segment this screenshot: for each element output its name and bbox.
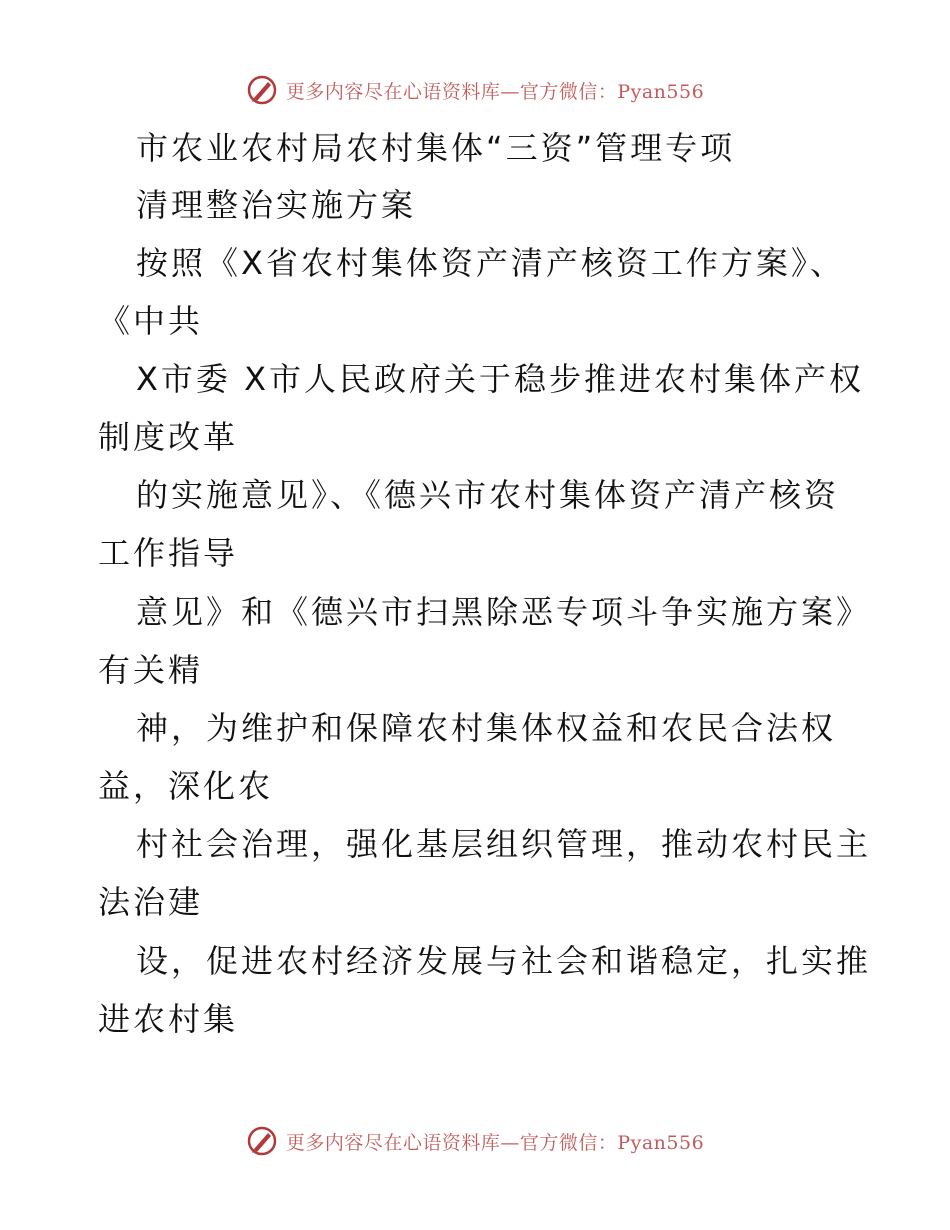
text-line: 市农业农村局农村集体“三资”管理专项 (136, 129, 736, 167)
watermark-footer (0, 1121, 950, 1161)
text-line: 神，为维护和保障农村集体权益和农民合法权 (136, 709, 837, 747)
text-line: 村社会治理，强化基层组织管理，推动农村民主 (136, 825, 872, 863)
pen-logo-icon (246, 1125, 278, 1157)
text-line: 清理整治实施方案 (136, 186, 417, 224)
text-line: X市委 X市人民政府关于稳步推进农村集体产权 (136, 360, 865, 398)
text-line: 制度改革 (98, 418, 239, 456)
text-line: 工作指导 (98, 534, 239, 572)
text-line: 的实施意见》、《德兴市农村集体资产清产核资 (136, 476, 840, 514)
watermark-header (0, 70, 950, 110)
text-line: 益，深化农 (98, 767, 274, 805)
text-line: 意见》和《德兴市扫黑除恶专项斗争实施方案》 (136, 593, 872, 631)
pen-logo-icon (246, 74, 278, 106)
text-line: 法治建 (98, 883, 204, 921)
text-line: 按照《X省农村集体资产清产核资工作方案》、 (136, 244, 845, 282)
watermark-text: 更多内容尽在心语资料库—官方微信：Pyan556 (285, 80, 705, 103)
text-line: 《中共 (98, 302, 204, 340)
watermark-text: 更多内容尽在心语资料库—官方微信：Pyan556 (285, 1131, 705, 1154)
text-line: 设，促进农村经济发展与社会和谐稳定，扎实推 (136, 942, 872, 980)
text-line: 进农村集 (98, 1000, 239, 1038)
text-line: 有关精 (98, 651, 204, 689)
